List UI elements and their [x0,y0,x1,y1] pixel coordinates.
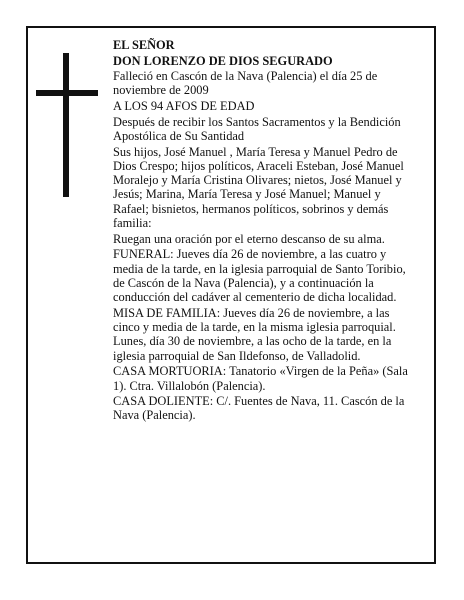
prayer-request: Ruegan una oración por el eterno descanso de su alma. [113,231,385,246]
sacraments-line: Después de recibir los Santos Sacramentos y la Bendición Apostólica de Su Santidad [113,114,401,143]
obituary-text [113,38,413,424]
mortuary-details: CASA MORTUORIA: Tanatorio «Virgen de la Peña» (Sala 1). Ctra. Villalobón (Palencia). [113,364,408,393]
family-list: Sus hijos, José Manuel , María Teresa y Manuel Pedro de Dios Crespo; hijos políticos, Araceli Esteban, José Manuel Moralejo y María Cristina Olivares; nietos, José Manuel y Jesús; Marina, María Teresa y José Manuel; Manuel y Rafael; bisnietos, hermanos políticos, sobrinos y demás familia: [113,144,404,231]
funeral-details: FUNERAL: Jueves día 26 de noviembre, a las cuatro y media de la tarde, en la iglesia parroquial de Santo Toribio, de Cascón de la Nava (Palencia), y a continuación la conducción del cadáver al cementerio de dicha localidad. [113,247,406,305]
family-mass-details: MISA DE FAMILIA: Jueves día 26 de noviembre, a las cinco y media de la tarde, en la misma iglesia parroquial. Lunes, día 30 de noviembre, a las ocho de la tarde, en la iglesia parroquial de San Ildefonso, de Valladolid. [113,305,396,363]
death-details: Falleció en Cascón de la Nava (Palencia) el día 25 de noviembre de 2009 [113,69,378,98]
mourning-home-details: CASA DOLIENTE: C/. Fuentes de Nava, 11. Cascón de la Nava (Palencia). [113,394,405,423]
age-line: A LOS 94 AFOS DE EDAD [113,99,255,114]
cross-horizontal-bar [36,90,98,96]
deceased-name: DON LORENZO DE DIOS SEGURADO [113,53,333,68]
cross-icon [36,53,98,197]
obituary-title: EL SEÑOR [113,38,175,52]
cross-vertical-bar [63,53,69,197]
